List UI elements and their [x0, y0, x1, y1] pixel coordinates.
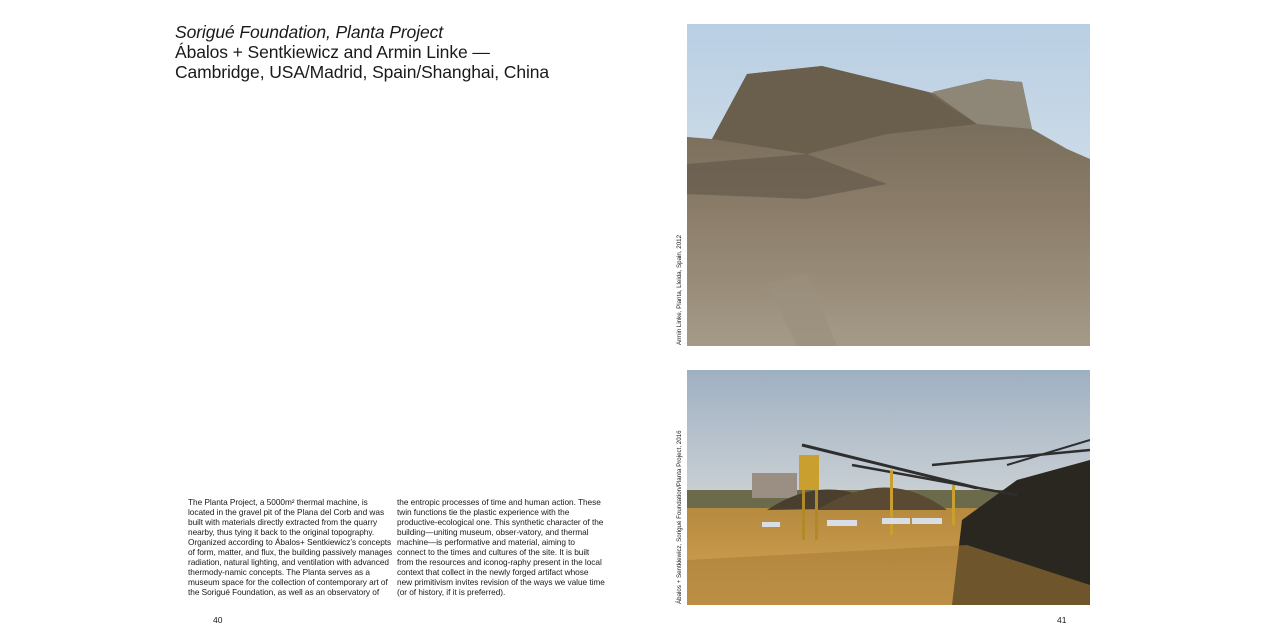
title-project: Sorigué Foundation, Planta Project: [175, 22, 444, 42]
title-locations: Cambridge, USA/Madrid, Spain/Shanghai, China: [175, 62, 550, 82]
photo-quarry-conveyors: [687, 370, 1090, 605]
photo-1-caption: Armin Linke, Planta, Lleida, Spain, 2012: [676, 234, 683, 345]
body-column-right: [397, 497, 605, 597]
page-number-left: 40: [213, 615, 223, 625]
page-number-right: 41: [1057, 615, 1067, 625]
title-authors: Ábalos + Sentkiewicz and Armin Linke —: [175, 42, 490, 62]
photo-2-caption: Ábalos + Sentkiewicz, Sorigué Foundation/Planta Project, 2016: [676, 430, 683, 604]
body-paragraph-1: The Planta Project, a 5000m² thermal machine, is located in the gravel pit of the Plana del Corb and was built with materials directly extracted from the quarry nearby, thus tying it back to the original topography. Organized according to Ábalos+ Sentkiewicz’s concepts of form, matter, and flux, the building passively manages radiation, natural lighting, and ventilation with advanced thermody-namic concepts. The Planta serves as a museum space for the collection of contemporary art of the Sorigué Foundation, as well as an observatory of: [188, 497, 393, 598]
photo-gravel-mound: [687, 24, 1090, 346]
body-paragraph-2: the entropic processes of time and human action. These twin functions tie the plastic experience with the productive-ecological one. This synthetic character of the building—uniting museum, obser-vatory, and thermal machine—is performative and material, aiming to connect to the times and cultures of the site. It is built from the resources and iconog-raphy present in the local context that collect in the newly forged artifact whose new primitivism invites revision of the ways we value time (or of history, if it is preferred).: [397, 497, 605, 598]
article-title: [175, 22, 605, 82]
body-column-left: [188, 497, 396, 597]
